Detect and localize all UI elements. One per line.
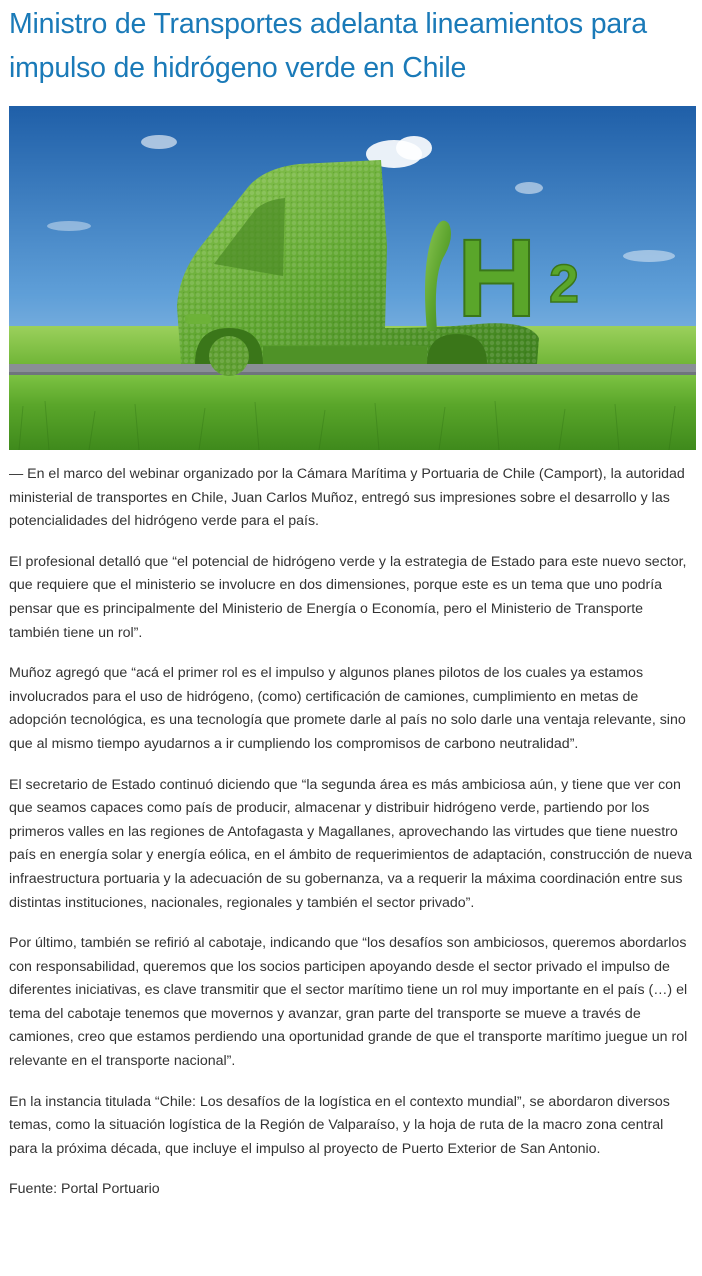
green-hydrogen-truck-illustration bbox=[9, 106, 696, 450]
h2-logo-subscript: 2 bbox=[549, 254, 580, 314]
article-title: Ministro de Transportes adelanta lineamientos para impulso de hidrógeno verde en Chile bbox=[9, 8, 647, 84]
article-body bbox=[9, 463, 694, 1161]
article-paragraph: — En el marco del webinar organizado por la Cámara Marítima y Portuaria de Chile (Camport), la autoridad ministerial de transportes en Chile, Juan Carlos Muñoz, entregó sus impresiones sobre el desarrollo y las potencialidades del hidrógeno verde para el país. bbox=[9, 466, 685, 530]
hero-image bbox=[9, 106, 696, 450]
article-paragraph: Muñoz agregó que “acá el primer rol es el impulso y algunos planes pilotos de los cuales ya estamos involucrados para el uso de hidrógeno, (como) certificación de camiones, cumplimiento en metas de adopción tecnológica, es una tecnología que promete darle al país no solo darle una ventaja relevante, sino que al mismo tiempo ayudarnos a ir cumpliendo los compromisos de carbono neutralidad”. bbox=[9, 665, 686, 752]
article-paragraph: En la instancia titulada “Chile: Los desafíos de la logística en el contexto mundial”, se abordaron diversos temas, como la situación logística de la Región de Valparaíso, y la hoja de ruta de la macro zona central para la próxima década, que incluye el impulso al proyecto de Puerto Exterior de San Antonio. bbox=[9, 1093, 670, 1157]
article-paragraph: El profesional detalló que “el potencial de hidrógeno verde y la estrategia de Estado para este nuevo sector, que requiere que el ministerio se involucre en dos dimensiones, porque este es un tema que uno podría pensar que es principalmente del Ministerio de Energía o Economía, pero el Ministerio de Transporte también tiene un rol”. bbox=[9, 553, 687, 641]
article-paragraph: El secretario de Estado continuó diciendo que “la segunda área es más ambiciosa aún, y tiene que ver con que seamos capaces como país de producir, almacenar y distribuir hidrógeno verde, partiendo por los primeros valles en las regiones de Antofagasta y Magallanes, aprovechando las virtudes que tiene nuestro país en energía solar y energía eólica, en el ámbito de requerimientos de adaptación, construcción de nueva infraestructura portuaria y la adecuación de su gobernanza, va a requerir la máxima coordinación entre sus distintas instituciones, nacionales, regionales y también el sector privado”. bbox=[9, 776, 693, 911]
h2-logo-letter: H bbox=[457, 217, 537, 340]
article-source: Fuente: Portal Portuario bbox=[9, 1181, 160, 1198]
article-paragraph: Por último, también se refirió al cabotaje, indicando que “los desafíos son ambiciosos, queremos abordarlos con responsabilidad, queremos que los socios participen apoyando desde el sector privado el impulso de diferentes iniciativas, es clave transmitir que el sector marítimo tiene un rol muy importante en el país (…) el tema del cabotaje tenemos que movernos y avanzar, gran parte del transporte se mueve a través de camiones, creo que estamos perdiendo una oportunidad grande de que el transporte marítimo juegue un rol relevante en el transporte nacional”. bbox=[9, 935, 688, 1070]
